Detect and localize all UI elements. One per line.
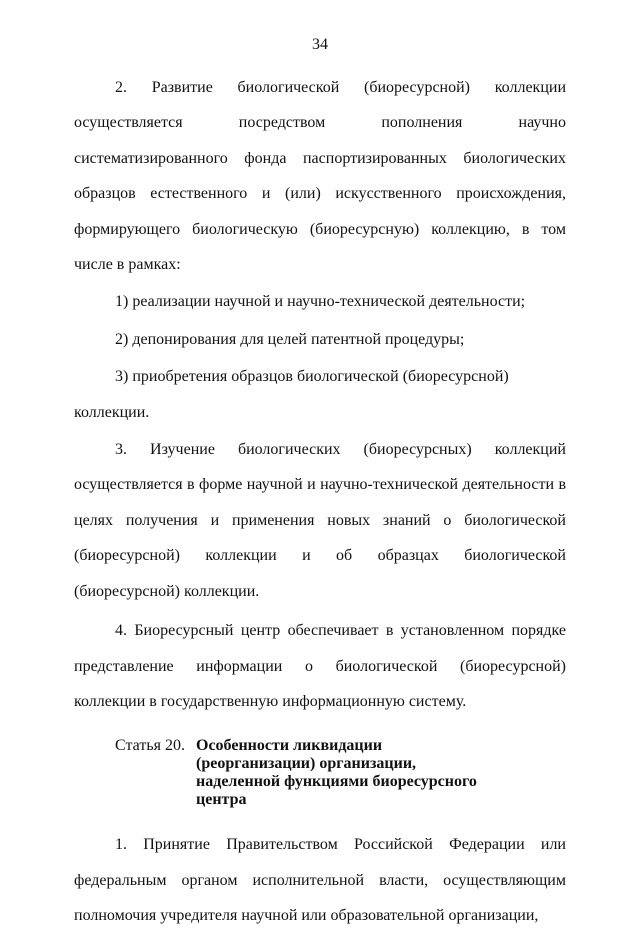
document-body — [74, 70, 566, 934]
list-item-2: 2) депонирования для целей патентной процедуры; — [115, 330, 465, 348]
list-item-1: 1) реализации научной и научно-технической деятельности; — [115, 293, 526, 311]
paragraph-3-study: 3. Изучение биологических (биоресурсных) коллекций осуществляется в форме научной и научно-технической деятельности в целях получения и применения новых знаний о биологической (биоресурсной) коллекции и об образцах биологической (биоресурсной) коллекции. — [74, 441, 566, 600]
article-heading — [115, 737, 566, 809]
article-label: Статья 20. — [115, 737, 185, 755]
list-item-3: 3) приобретения образцов биологической (биоресурсной) коллекции. — [74, 368, 509, 421]
paragraph-2-development: 2. Развитие биологической (биоресурсной) коллекции осуществляется посредством пополнения научно систематизированного фонда паспортизированных биологических образцов естественного и (или) искусственного происхождения, формирующего биологическую (биоресурсную) коллекцию, в том числе в рамках: — [74, 79, 566, 274]
paragraph-article-20-1: 1. Принятие Правительством Российской Федерации или федеральным органом исполнительной власти, осуществляющим полномочия учредителя научной или образовательной организации, — [74, 836, 566, 925]
paragraph-4-information: 4. Биоресурсный центр обеспечивает в установленном порядке представление информации о биологической (биоресурсной) коллекции в государственную информационную систему. — [74, 622, 566, 710]
page-number: 34 — [312, 36, 328, 53]
article-title: Особенности ликвидации (реорганизации) организации, наделенной функциями биоресурсного центра — [196, 737, 477, 809]
